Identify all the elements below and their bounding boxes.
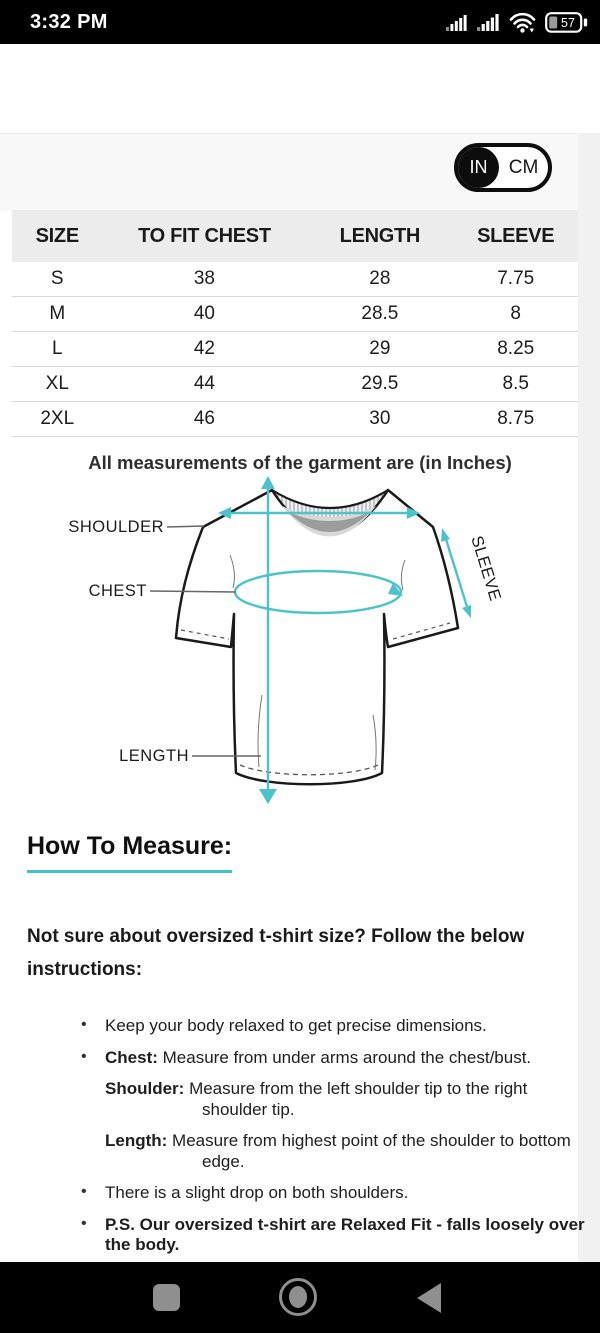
- cell-size: L: [51, 338, 63, 359]
- home-button[interactable]: [279, 1278, 317, 1316]
- android-nav-bar: [0, 1262, 600, 1333]
- tshirt-diagram: [0, 470, 600, 818]
- cell-chest: 40: [193, 303, 215, 324]
- cell-sleeve: 8: [510, 303, 521, 324]
- bullet-bold: Chest:: [105, 1047, 158, 1067]
- bullet-text: Keep your body relaxed to get precise dimensions.: [105, 1016, 487, 1035]
- cell-sleeve: 8.5: [502, 373, 529, 394]
- table-header-row: [12, 210, 578, 262]
- bullet-text: Measure from under arms around the chest/bust.: [157, 1047, 532, 1067]
- cell-size: M: [49, 303, 66, 324]
- cell-length: 29.5: [361, 373, 399, 394]
- bullet-bold: Length:: [105, 1131, 168, 1150]
- shoulder-label: SHOULDER: [68, 518, 164, 536]
- length-label: LENGTH: [119, 747, 189, 765]
- clock: 3:32 PM: [30, 10, 108, 33]
- status-bar: [0, 0, 600, 44]
- recents-button[interactable]: [153, 1284, 180, 1311]
- battery-percent: 57: [561, 15, 575, 30]
- table-row: [12, 402, 578, 437]
- unit-option-cm[interactable]: CM: [508, 156, 539, 178]
- battery-icon: [545, 12, 588, 33]
- cell-length: 28: [369, 268, 391, 289]
- bullet-bold: P.S. Our oversized t-shirt are Relaxed Fit - falls loosely over the body.: [105, 1214, 585, 1254]
- instructions-list: [0, 1016, 600, 1267]
- table-row: [12, 367, 578, 402]
- cell-chest: 44: [193, 373, 215, 394]
- cell-size: S: [50, 268, 64, 289]
- instructions-intro: Not sure about oversized t-shirt size? Follow the below instructions:: [27, 926, 525, 980]
- cell-chest: 38: [193, 268, 215, 289]
- table-row: [12, 297, 578, 332]
- unit-toggle[interactable]: [454, 143, 552, 192]
- cell-length: 30: [369, 408, 391, 429]
- app-bar: [0, 44, 600, 133]
- unit-option-in[interactable]: IN: [458, 147, 499, 188]
- cell-size: 2XL: [40, 408, 75, 429]
- diagram-caption: All measurements of the garment are (in Inches): [88, 452, 512, 473]
- col-header-sleeve: SLEEVE: [477, 224, 555, 247]
- cell-signal-icon: [477, 13, 500, 31]
- sleeve-label: SLEEVE: [467, 533, 505, 604]
- nav-back-button[interactable]: [417, 1283, 441, 1313]
- bullet-text: There is a slight drop on both shoulders.: [105, 1183, 409, 1202]
- cell-signal-icon: [446, 14, 468, 31]
- size-chart-table: [12, 210, 578, 437]
- wifi-icon: [509, 12, 536, 33]
- bullet-text: Measure from highest point of the shoulder to bottom edge.: [167, 1131, 571, 1171]
- col-header-length: LENGTH: [339, 224, 421, 247]
- cell-sleeve: 8.75: [497, 408, 535, 429]
- bullet-text: Measure from the left shoulder tip to the right shoulder tip.: [184, 1079, 528, 1119]
- table-row: [12, 332, 578, 367]
- home-icon: [289, 1286, 307, 1308]
- list-item: [105, 1048, 592, 1069]
- list-item: [105, 1016, 592, 1037]
- cell-chest: 46: [193, 408, 215, 429]
- col-header-chest: TO FIT CHEST: [138, 224, 271, 247]
- table-row: [12, 262, 578, 297]
- list-item: [105, 1215, 592, 1256]
- list-item: [105, 1079, 592, 1120]
- cell-length: 28.5: [361, 303, 399, 324]
- bullet-bold: Shoulder:: [105, 1079, 185, 1098]
- chest-label: CHEST: [88, 582, 147, 600]
- list-item: [105, 1183, 592, 1204]
- cell-chest: 42: [193, 338, 215, 359]
- cell-length: 29: [369, 338, 391, 359]
- how-to-measure-heading: How To Measure:: [27, 832, 232, 873]
- status-icons: [446, 12, 588, 33]
- cell-size: XL: [45, 373, 69, 394]
- col-header-size: SIZE: [35, 224, 79, 247]
- cell-sleeve: 8.25: [497, 338, 535, 359]
- cell-sleeve: 7.75: [497, 268, 535, 289]
- list-item: [105, 1131, 592, 1172]
